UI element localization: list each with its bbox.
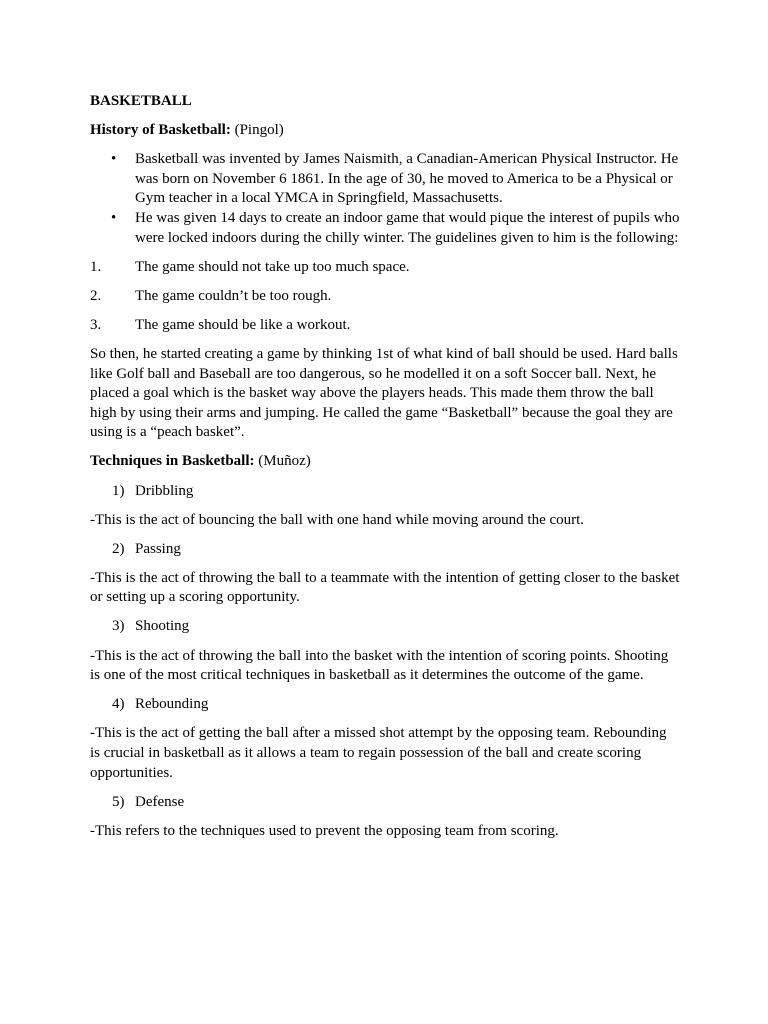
guideline-text: The game should be like a workout. <box>135 316 351 333</box>
history-heading-label: History of Basketball: <box>90 122 231 139</box>
technique-number: 2) <box>112 540 125 557</box>
technique-number: 5) <box>112 793 125 810</box>
history-bullet-item <box>90 150 680 209</box>
technique-name: Passing <box>135 540 181 557</box>
technique-item-dribbling <box>90 482 680 502</box>
technique-item-shooting <box>90 617 680 637</box>
technique-name: Rebounding <box>135 696 209 713</box>
technique-description: -This is the act of bouncing the ball with one hand while moving around the court. <box>90 511 585 528</box>
technique-name: Defense <box>135 793 185 810</box>
history-bullet-item <box>90 209 680 248</box>
technique-name: Shooting <box>135 618 190 635</box>
techniques-heading <box>90 452 680 472</box>
technique-item-passing <box>90 540 680 560</box>
document-title: BASKETBALL <box>90 93 192 109</box>
document-page <box>90 92 680 851</box>
history-heading <box>90 121 680 141</box>
guideline-text: The game should not take up too much space. <box>135 258 410 275</box>
technique-item-defense <box>90 793 680 813</box>
guideline-item <box>90 287 680 307</box>
techniques-heading-label: Techniques in Basketball: <box>90 453 255 470</box>
technique-number: 3) <box>112 618 125 635</box>
history-bullet-list <box>90 150 680 248</box>
history-bullet-text: Basketball was invented by James Naismith, a Canadian-American Physical Instructor. He was born on November 6 1861. In the age of 30, he moved to America to be a Physical or Gym teacher in a local YMCA in Springfield, Massachusetts. <box>135 151 679 207</box>
technique-name: Dribbling <box>135 482 194 499</box>
technique-description: -This refers to the techniques used to prevent the opposing team from scoring. <box>90 822 559 839</box>
bullet-icon: • <box>111 209 117 226</box>
technique-number: 4) <box>112 696 125 713</box>
guideline-number: 1. <box>90 258 102 275</box>
bullet-icon: • <box>111 151 117 168</box>
guideline-item <box>90 316 680 336</box>
techniques-author: (Muñoz) <box>254 453 311 470</box>
guideline-number: 2. <box>90 287 102 304</box>
history-author: (Pingol) <box>230 122 284 139</box>
technique-description: -This is the act of getting the ball after a missed shot attempt by the opposing team. Rebounding is crucial in basketball as it allows a team to regain possession of the ball and create scoring opportunities. <box>90 725 667 781</box>
history-bullet-text: He was given 14 days to create an indoor game that would pique the interest of pupils who were locked indoors during the chilly winter. The guidelines given to him is the following: <box>135 209 680 246</box>
technique-item-rebounding <box>90 695 680 715</box>
guideline-text: The game couldn’t be too rough. <box>135 287 332 304</box>
technique-number: 1) <box>112 482 125 499</box>
guideline-number: 3. <box>90 316 102 333</box>
history-paragraph: So then, he started creating a game by thinking 1st of what kind of ball should be used. Hard balls like Golf ball and Baseball are too dangerous, so he modelled it on a soft Soccer ball. Next, he placed a goal which is the basket way above the players heads. This made them throw the ball high by using their arms and jumping. He called the game “Basketball” because the goal they are using is a “peach basket”. <box>90 345 678 441</box>
technique-description: -This is the act of throwing the ball into the basket with the intention of scoring points. Shooting is one of the most critical techniques in basketball as it determines the outcome of the game. <box>90 647 669 684</box>
guideline-item <box>90 258 680 278</box>
technique-description: -This is the act of throwing the ball to a teammate with the intention of getting closer to the basket or setting up a scoring opportunity. <box>90 569 680 606</box>
